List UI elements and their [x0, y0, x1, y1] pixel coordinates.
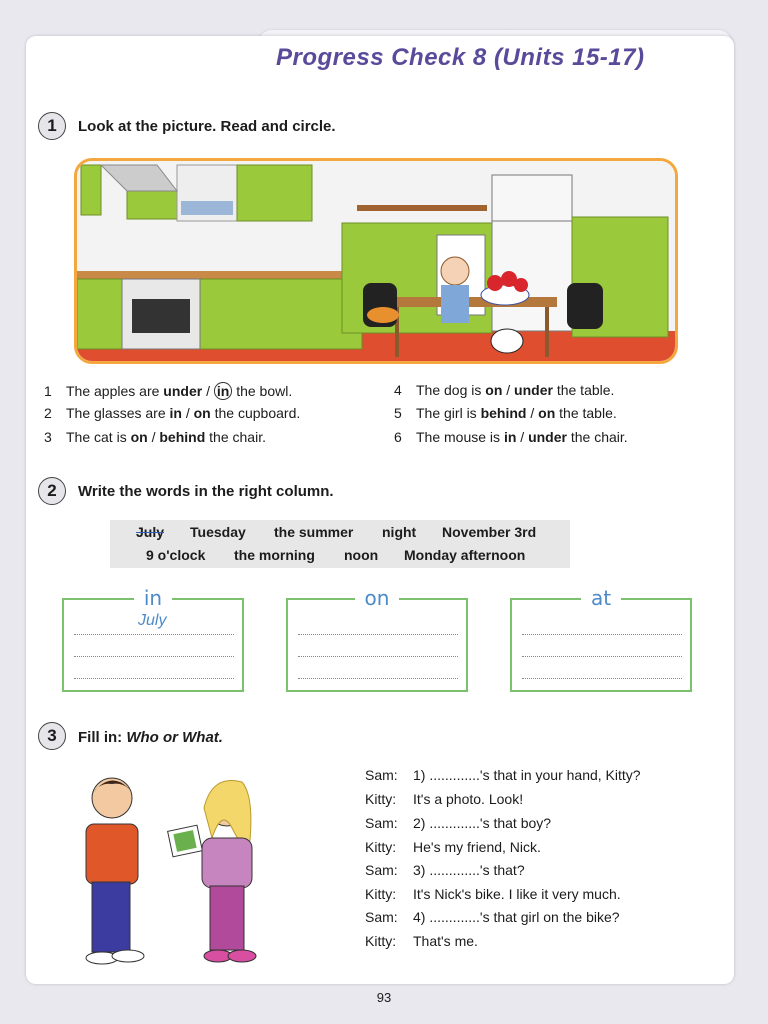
column-on-heading: on [355, 586, 400, 610]
word-chip: November 3rd [442, 524, 537, 540]
word-chip: 9 o'clock [146, 547, 206, 563]
option-b[interactable]: on [193, 405, 211, 421]
answer-line[interactable] [522, 656, 682, 657]
option-a[interactable]: in [169, 405, 182, 421]
kids-illustration [72, 768, 282, 973]
column-in [62, 586, 244, 692]
answer-line[interactable] [74, 656, 234, 657]
column-at-heading: at [581, 586, 621, 610]
word-chip: July [136, 524, 165, 540]
section-2-number: 2 [38, 477, 66, 505]
page-title: Progress Check 8 (Units 15-17) [276, 44, 645, 71]
option-b[interactable]: under [528, 429, 567, 445]
answer-line[interactable] [298, 634, 458, 635]
word-chip: night [382, 524, 417, 540]
exercise-1-item-3: 3 The cat is on / behind the chair. [44, 429, 266, 445]
word-chip: Monday afternoon [404, 547, 526, 563]
answer-line[interactable] [298, 678, 458, 679]
word-box [110, 520, 570, 568]
exercise-1-item-5: 5 The girl is behind / on the table. [394, 405, 617, 421]
exercise-1-item-2: 2 The glasses are in / on the cupboard. [44, 405, 301, 421]
answer-line[interactable] [522, 678, 682, 679]
page-number: 93 [376, 990, 392, 1005]
column-on [286, 586, 468, 692]
exercise-1-item-6: 6 The mouse is in / under the chair. [394, 429, 628, 445]
option-b[interactable]: under [514, 382, 553, 398]
word-chip: Tuesday [190, 524, 246, 540]
answer-line[interactable] [74, 634, 234, 635]
word-chip: the morning [234, 547, 315, 563]
section-3-instruction: Fill in: Who or What. [78, 729, 223, 746]
word-chip: the summer [274, 524, 354, 540]
section-1-number: 1 [38, 112, 66, 140]
option-b[interactable]: behind [159, 429, 206, 445]
word-chip: noon [344, 547, 379, 563]
column-at [510, 586, 692, 692]
section-1-instruction: Look at the picture. Read and circle. [78, 118, 336, 135]
example-answer: July [138, 612, 167, 629]
circled-answer[interactable]: in [214, 382, 232, 400]
exercise-1-item-1: 1 The apples are under / in the bowl. [44, 383, 293, 399]
option-a[interactable]: on [130, 429, 148, 445]
option-a[interactable]: in [503, 429, 517, 445]
section-3-number: 3 [38, 722, 66, 750]
section-2-instruction: Write the words in the right column. [78, 483, 334, 500]
exercise-1-item-4: 4 The dog is on / under the table. [394, 382, 615, 398]
option-b[interactable]: on [538, 405, 556, 421]
answer-line[interactable] [298, 656, 458, 657]
column-in-heading: in [134, 586, 172, 610]
answer-line[interactable] [522, 634, 682, 635]
option-a[interactable]: behind [480, 405, 527, 421]
kitchen-illustration [74, 158, 678, 364]
answer-line[interactable] [74, 678, 234, 679]
option-a[interactable]: on [485, 382, 503, 398]
